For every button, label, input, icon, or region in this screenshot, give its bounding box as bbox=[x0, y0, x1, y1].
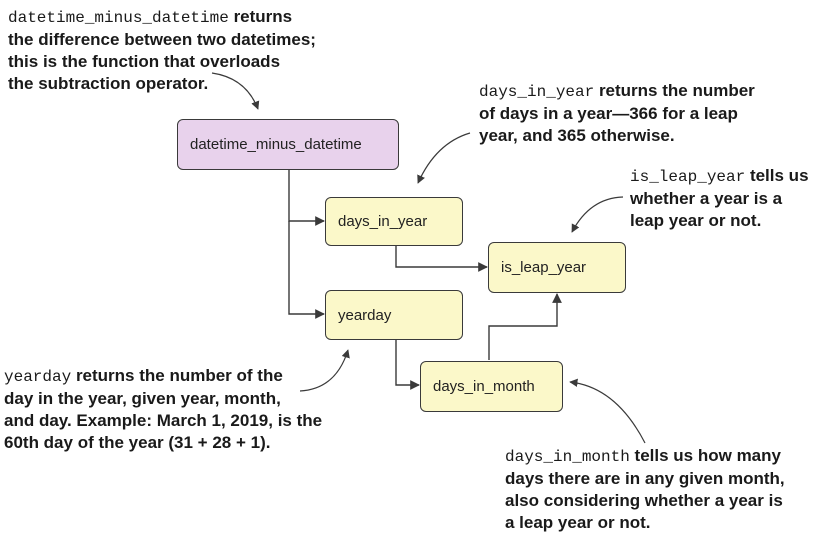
pointer-days-in-month bbox=[570, 382, 645, 443]
edge-dmd-to-yearday bbox=[289, 221, 324, 314]
annotation-days-in-month bbox=[505, 445, 785, 534]
annotation-code: yearday bbox=[4, 368, 72, 386]
annotation-code: days_in_month bbox=[505, 448, 630, 466]
pointer-days-in-year bbox=[418, 133, 470, 183]
annotation-days-in-year bbox=[479, 80, 755, 147]
annotation-text: returns the number of the day in the year, given year, month, and day. Example: March 1, 2019, is the 60th day of the year (31 + 28 + 1). bbox=[4, 366, 323, 452]
annotation-text: tells us whether a year is a leap year or not. bbox=[630, 166, 809, 230]
annotation-code: days_in_year bbox=[479, 83, 595, 101]
annotation-code: datetime_minus_datetime bbox=[8, 9, 229, 27]
node-days-in-month: days_in_month bbox=[420, 361, 563, 412]
annotation-datetime-minus-datetime bbox=[8, 6, 316, 95]
annotation-text: returns the number of days in a year—366 for a leap year, and 365 otherwise. bbox=[479, 81, 755, 145]
annotation-is-leap-year bbox=[630, 165, 809, 232]
edge-days-in-month-to-is-leap-year bbox=[489, 294, 557, 360]
annotation-yearday bbox=[4, 365, 322, 454]
pointer-is-leap-year bbox=[572, 197, 623, 232]
node-days-in-year: days_in_year bbox=[325, 197, 463, 246]
edge-yearday-to-days-in-month bbox=[396, 340, 419, 385]
edge-days-in-year-to-is-leap-year bbox=[396, 246, 487, 267]
node-is-leap-year: is_leap_year bbox=[488, 242, 626, 293]
node-datetime-minus-datetime: datetime_minus_datetime bbox=[177, 119, 399, 170]
annotation-code: is_leap_year bbox=[630, 168, 746, 186]
annotation-text: returns the difference between two datetimes; this is the function that overloads the subtraction operator. bbox=[8, 7, 316, 93]
annotation-text: tells us how many days there are in any given month, also considering whether a year is a leap year or not. bbox=[505, 446, 785, 532]
edge-dmd-to-days-in-year bbox=[289, 170, 324, 221]
node-yearday: yearday bbox=[325, 290, 463, 340]
